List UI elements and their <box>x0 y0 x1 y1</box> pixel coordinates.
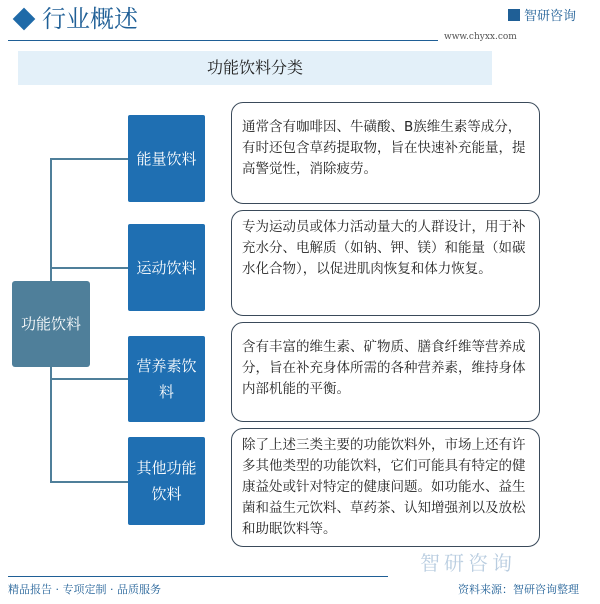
connector <box>50 378 128 380</box>
logo-icon <box>508 9 520 21</box>
footer-divider <box>8 576 388 577</box>
connector <box>50 267 128 269</box>
logo-text: 智研咨询 <box>524 9 577 24</box>
brand-logo <box>508 9 576 25</box>
connector <box>50 158 128 160</box>
diagram-title: 功能饮料分类 <box>18 51 492 85</box>
connector <box>50 481 128 483</box>
header-diamond-icon <box>13 8 36 31</box>
category-description: 专为运动员或体力活动量大的人群设计，用于补充水分、电解质（如钠、钾、镁）和能量（如碳水化合物），以促进肌肉恢复和体力恢复。 <box>231 210 540 316</box>
category-node: 运动饮料 <box>128 224 205 311</box>
category-node: 能量饮料 <box>128 115 205 202</box>
category-node: 其他功能饮料 <box>128 437 205 525</box>
category-description: 含有丰富的维生素、矿物质、膳食纤维等营养成分，旨在补充身体所需的各种营养素，维持身体内部机能的平衡。 <box>231 322 540 422</box>
watermark: 智研咨询 <box>420 551 516 575</box>
category-description: 通常含有咖啡因、牛磺酸、B族维生素等成分，有时还包含草药提取物，旨在快速补充能量，提高警觉性，消除疲劳。 <box>231 102 540 204</box>
header-divider <box>8 40 438 41</box>
category-description: 除了上述三类主要的功能饮料外，市场上还有许多其他类型的功能饮料，它们可能具有特定的健康益处或针对特定的健康问题。如功能水、益生菌和益生元饮料、草药茶、认知增强剂以及放松和助眠饮料等。 <box>231 428 540 547</box>
category-node: 营养素饮料 <box>128 336 205 422</box>
brand-url: www.chyxx.com <box>444 32 517 42</box>
source-note: 资料来源：智研咨询整理 <box>458 583 579 596</box>
footer-slogan: 精品报告 · 专项定制 · 品质服务 <box>8 583 161 596</box>
root-node: 功能饮料 <box>12 281 90 367</box>
page-title: 行业概述 <box>42 5 138 33</box>
